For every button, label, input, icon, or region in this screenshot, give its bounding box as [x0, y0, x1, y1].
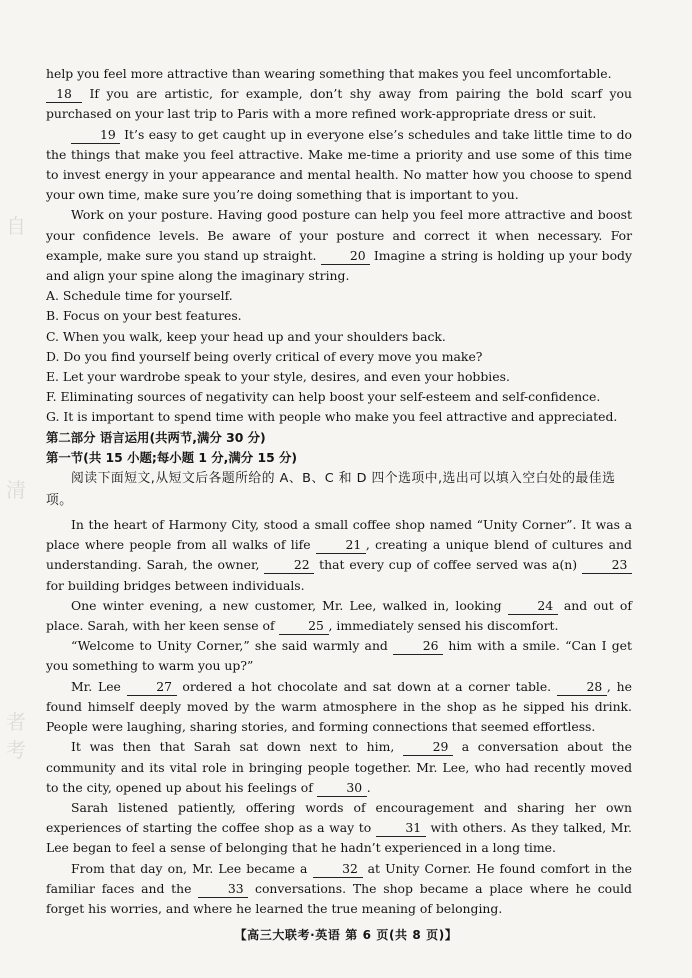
section-heading: 第二部分 语言运用(共两节,满分 30 分) [46, 429, 266, 445]
paragraph: help you feel more attractive than wearing something that makes you feel uncomfortable. [46, 66, 612, 81]
subsection-heading: 第一节(共 15 小题;每小题 1 分,满分 15 分) [46, 449, 298, 465]
option-a: A. Schedule time for yourself. [46, 288, 233, 304]
watermark: 者 [6, 710, 26, 734]
exam-page [46, 64, 632, 919]
answer-blank[interactable]: 19 [71, 127, 120, 144]
watermark: 清 [6, 478, 26, 502]
option-b: B. Focus on your best features. [46, 308, 242, 324]
paragraph: Work on your posture. Having good posture can help you feel more attractive and boost your confidence levels. Be aware of your posture and correct it when necessary. For example, make sure you stand up straight. 20 Imagine a string is holding up your body and align your spine along the imaginary string. [46, 207, 632, 284]
answer-blank[interactable]: 18 [46, 86, 82, 103]
answer-blank[interactable]: 28 [557, 679, 607, 696]
answer-blank[interactable]: 24 [508, 598, 558, 615]
option-e: E. Let your wardrobe speak to your style, desires, and even your hobbies. [46, 369, 510, 385]
story-paragraph: “Welcome to Unity Corner,” she said warmly and 26 him with a smile. “Can I get you something to warm you up?” [46, 638, 632, 674]
answer-blank[interactable]: 21 [316, 537, 366, 554]
paragraph: 19 It’s easy to get caught up in everyone else’s schedules and take little time to do the things that make you feel attractive. Make me-time a priority and use some of this time to invest energy in your appearance and mental health. No matter how you choose to spend your own time, make sure you’re doing something that is important to you. [46, 126, 632, 203]
answer-blank[interactable]: 22 [264, 557, 314, 574]
answer-blank[interactable]: 32 [313, 861, 363, 878]
option-g: G. It is important to spend time with people who make you feel attractive and appreciated. [46, 409, 618, 425]
answer-blank[interactable]: 25 [279, 618, 329, 635]
watermark: 考 [6, 738, 26, 762]
story-paragraph: In the heart of Harmony City, stood a small coffee shop named “Unity Corner”. It was a place where people from all walks of life 21 , creating a unique blend of cultures and understanding. Sarah, the owner, 22 that every cup of coffee served was a(n) 23 for building bridges between individuals. [46, 517, 632, 593]
story-paragraph: One winter evening, a new customer, Mr. Lee, walked in, looking 24 and out of place. Sarah, with her keen sense of 25 , immediately sensed his discomfort. [46, 597, 632, 634]
answer-blank[interactable]: 30 [317, 780, 367, 797]
answer-blank[interactable]: 31 [376, 820, 426, 837]
instruction: 阅读下面短文,从短文后各题所给的 A、B、C 和 D 四个选项中,选出可以填入空白处的最佳选项。 [46, 471, 616, 509]
answer-blank[interactable]: 27 [127, 679, 177, 696]
story-paragraph: From that day on, Mr. Lee became a 32 at Unity Corner. He found comfort in the familiar faces and the 33 conversations. The shop became a place where he could forget his worries, and where he learned the true meaning of belonging. [46, 860, 633, 916]
answer-blank[interactable]: 23 [582, 557, 632, 574]
paragraph: 18 If you are artistic, for example, don’t shy away from pairing the bold scarf you purchased on your last trip to Paris with a more refined work-appropriate dress or suit. [46, 86, 632, 122]
story-paragraph: It was then that Sarah sat down next to him, 29 a conversation about the community and its vital role in bringing people together. Mr. Lee, who had recently moved to the city, opened up about his feelings of 30 . [46, 739, 632, 795]
page-footer: 【高三大联考·英语 第 6 页(共 8 页)】 [234, 928, 458, 942]
answer-blank[interactable]: 29 [403, 739, 453, 756]
option-c: C. When you walk, keep your head up and your shoulders back. [46, 328, 446, 344]
answer-blank[interactable]: 26 [393, 638, 443, 655]
watermark: 自 [6, 214, 26, 238]
option-d: D. Do you find yourself being overly critical of every move you make? [46, 348, 483, 364]
answer-blank[interactable]: 33 [198, 881, 248, 898]
answer-blank[interactable]: 20 [321, 248, 370, 265]
option-f: F. Eliminating sources of negativity can help boost your self-esteem and self-confidence. [46, 389, 601, 405]
story-paragraph: Mr. Lee 27 ordered a hot chocolate and sat down at a corner table. 28 , he found himself deeply moved by the warm atmosphere in the shop as he sipped his drink. People were laughing, sharing stories, and forming connections that seemed effortless. [46, 678, 632, 735]
story-paragraph: Sarah listened patiently, offering words of encouragement and sharing her own experiences of starting the coffee shop as a way to 31 with others. As they talked, Mr. Lee began to feel a sense of belonging that he hadn’t experienced in a long time. [46, 799, 632, 856]
